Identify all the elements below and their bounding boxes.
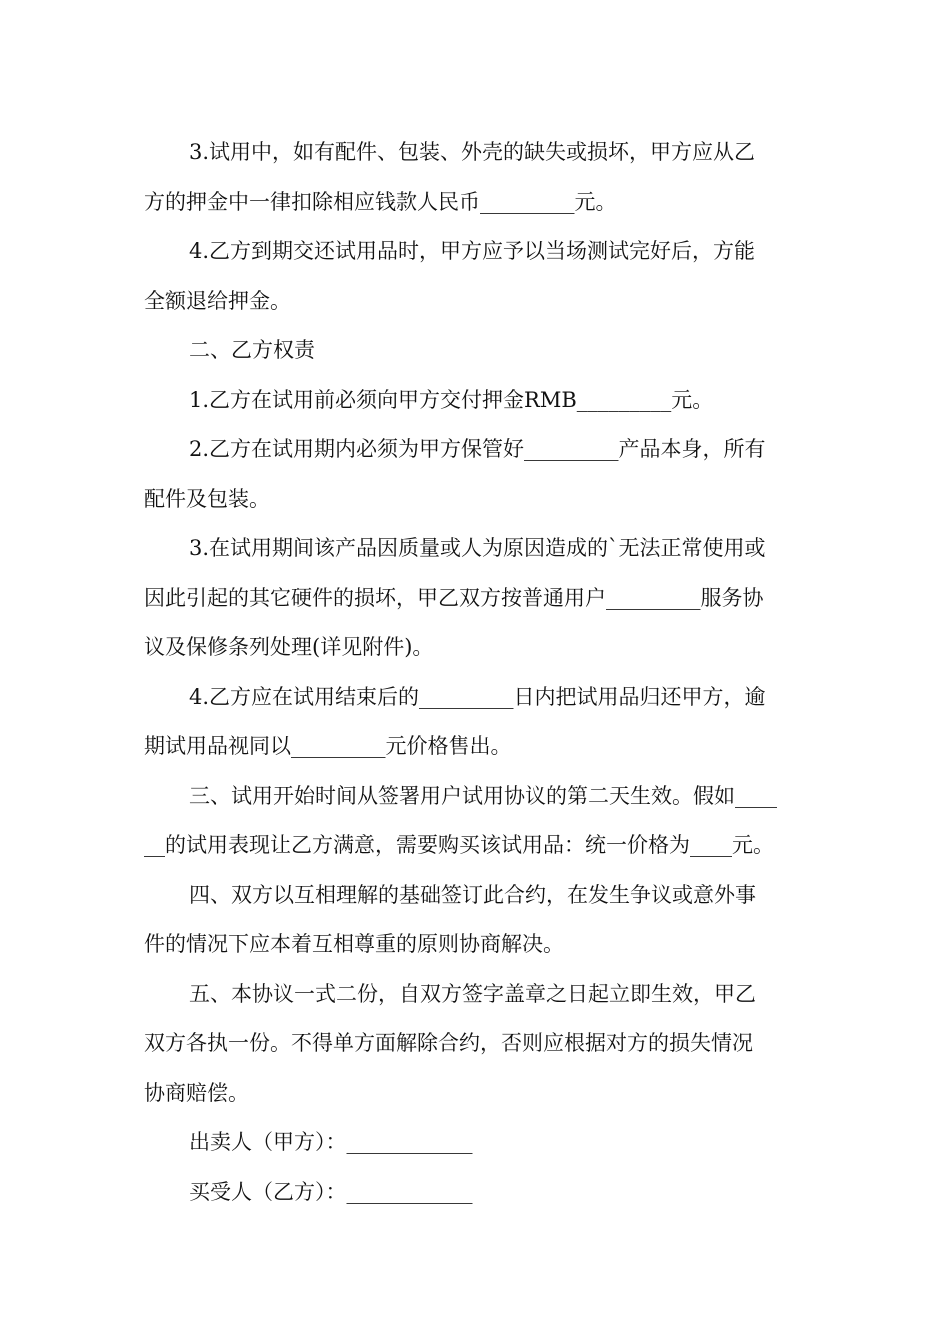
section-4-line-2: 件的情况下应本着互相尊重的原则协商解决。	[144, 932, 564, 956]
section-3	[144, 772, 806, 871]
clause-b2-line-1: 2.乙方在试用期内必须为甲方保管好_________产品本身，所有	[189, 437, 766, 461]
clause-a4-line-2: 全额退给押金。	[144, 288, 291, 313]
clause-a4	[144, 227, 806, 326]
buyer-signature-line: 买受人（乙方）：____________	[189, 1179, 473, 1204]
clause-a3-line-1: 3.试用中，如有配件、包装、外壳的缺失或损坏，甲方应从乙	[189, 140, 756, 164]
section-4-line-1: 四、双方以互相理解的基础签订此合约，在发生争议或意外事	[189, 882, 756, 907]
clause-b2-line-2: 配件及包装。	[144, 486, 270, 511]
clause-a3-line-2: 方的押金中一律扣除相应钱款人民币_________元。	[144, 189, 617, 214]
section-2-heading-text: 二、乙方权责	[189, 338, 315, 362]
clause-b3-line-2: 因此引起的其它硬件的损坏，甲乙双方按普通用户_________服务协	[144, 585, 764, 610]
clause-a3	[144, 128, 806, 227]
section-4	[144, 871, 806, 970]
clause-b4	[144, 673, 806, 772]
section-3-line-1: 三、试用开始时间从签署用户试用协议的第二天生效。假如____	[189, 783, 777, 808]
clause-b3-line-3: 议及保修条列处理(详见附件)。	[144, 635, 434, 659]
clause-a4-line-1: 4.乙方到期交还试用品时，甲方应予以当场测试完好后，方能	[189, 239, 756, 263]
section-5-line-1: 五、本协议一式二份，自双方签字盖章之日起立即生效，甲乙	[189, 981, 756, 1006]
clause-b3	[144, 524, 806, 673]
clause-b4-line-2: 期试用品视同以_________元价格售出。	[144, 734, 512, 758]
section-2-heading	[144, 326, 806, 376]
clause-b1-line-1: 1.乙方在试用前必须向甲方交付押金RMB_________元。	[189, 387, 714, 412]
section-5-line-3: 协商赔偿。	[144, 1080, 249, 1105]
section-3-line-2: __的试用表现让乙方满意，需要购买该试用品：统一价格为____元。	[144, 833, 774, 857]
clause-b4-line-1: 4.乙方应在试用结束后的_________日内把试用品归还甲方，逾	[189, 684, 766, 709]
section-5	[144, 970, 806, 1119]
seller-signature-line: 出卖人（甲方）：____________	[189, 1130, 473, 1154]
clause-b2	[144, 425, 806, 524]
clause-b1	[144, 376, 806, 426]
section-5-line-2: 双方各执一份。不得单方面解除合约，否则应根据对方的损失情况	[144, 1031, 753, 1055]
clause-b3-line-1: 3.在试用期间该产品因质量或人为原因造成的`无法正常使用或	[189, 536, 766, 560]
